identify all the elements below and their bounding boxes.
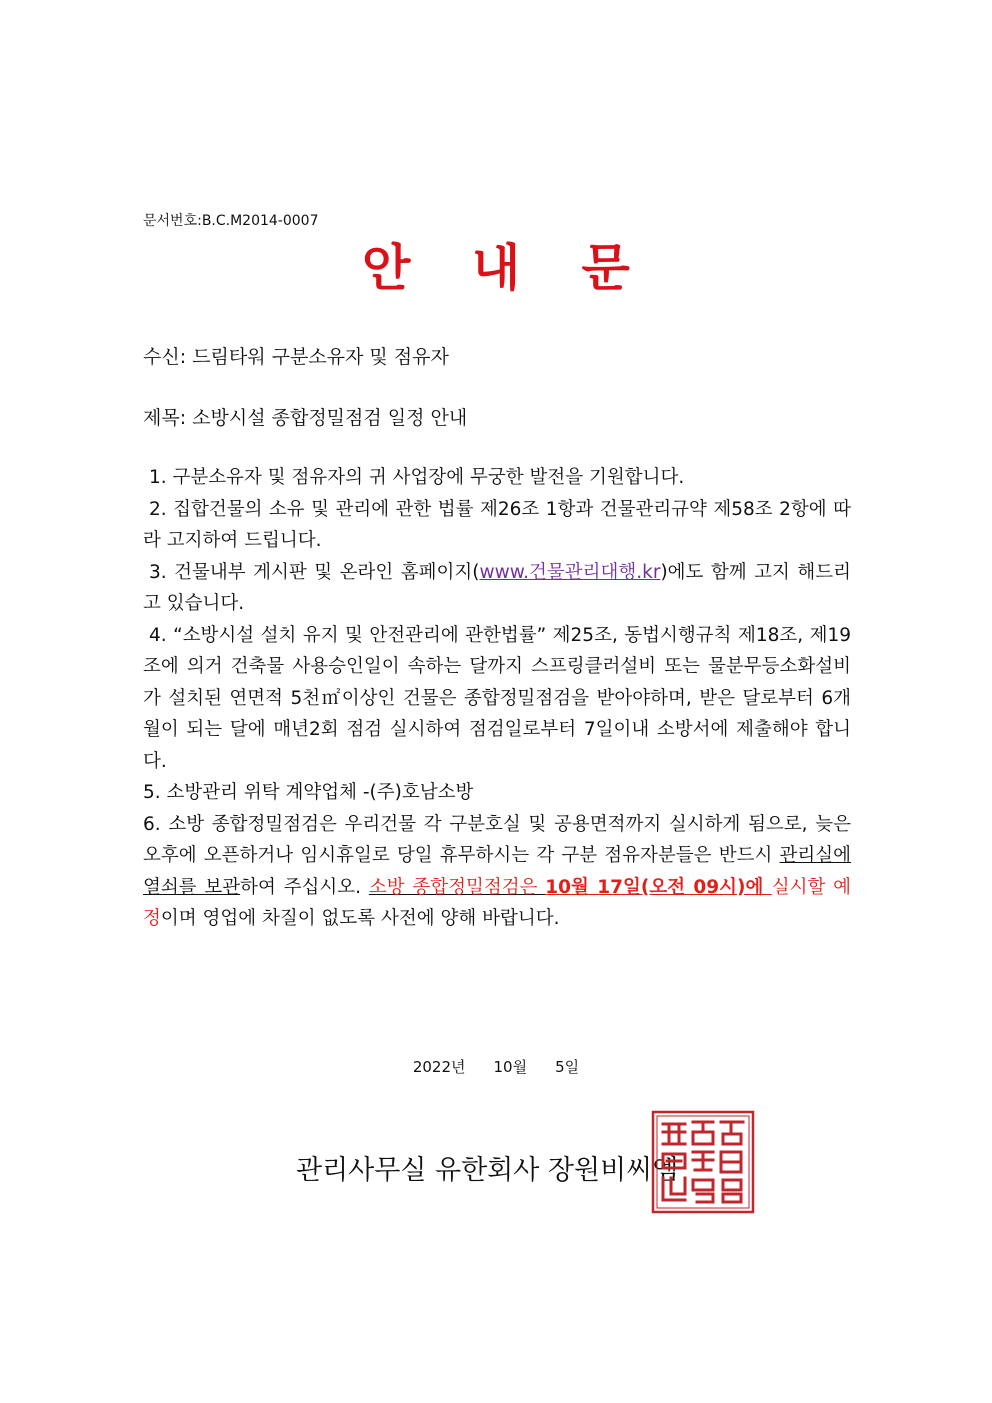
document-number: 문서번호:B.C.M2014-0007 (143, 213, 319, 229)
item-4: 4. “소방시설 설치 유지 및 안전관리에 관한법률” 제25조, 동법시행규칙 제18조, 제19 조에 의거 건축물 사용승인일이 속하는 달까지 스프링클러설비 또는 물분무등소화설비가 설치된 연면적 5천㎡이상인 건물은 종합정밀점검을 받아야하며, 받은 달로부터 6개월이 되는 달에 매년2회 점검 실시하여 점검일로부터 7일이내 소방서에 제출해야 합니다. (143, 624, 851, 772)
item-6-text-c: 이며 영업에 차질이 없도록 사전에 양해 바랍니다. (160, 908, 560, 929)
issue-day: 5일 (555, 1058, 580, 1076)
item-3 (143, 557, 851, 620)
item-3-text-a: 3. 건물내부 게시판 및 온라인 홈페이지( (149, 561, 480, 583)
item-5: 5. 소방관리 위탁 계약업체 -(주)호남소방 (143, 782, 474, 803)
item-6 (143, 809, 851, 935)
notice-body (143, 462, 851, 935)
item-2: 2. 집합건물의 소유 및 관리에 관한 법률 제26조 1항과 건물관리규약 제58조 2항에 따라 고지하여 드립니다. (143, 498, 851, 551)
recipient-line: 수신: 드림타워 구분소유자 및 점유자 (143, 346, 449, 368)
item-3-text-b: )에도 함께 고지 해드리고 있습니다. (143, 561, 852, 614)
issue-date (0, 1056, 992, 1077)
company-seal-stamp (651, 1110, 755, 1214)
inspection-schedule: 실시할 예정 (143, 876, 851, 929)
issuer-name: 관리사무실 유한회사 장원비씨엠 (296, 1155, 679, 1186)
subject-line: 제목: 소방시설 종합정밀점검 일정 안내 (143, 407, 468, 429)
item-6-text-a: 6. 소방 종합정밀점검은 우리건물 각 구분호실 및 공용면적까지 실시하게 됨으로, 늦은 오후에 오픈하거나 임시휴일로 당일 휴무하시는 각 구분 점유자분들은 반드시 (143, 813, 851, 866)
inspection-notice-red: 소방 종합정밀점검은 (368, 876, 546, 898)
document-title: 안 내 문 (362, 239, 652, 297)
item-6-text-b: 하여 주십시오. (240, 876, 369, 898)
issue-year: 2022년 (412, 1058, 466, 1076)
key-storage-notice: 관리실에 열쇠를 보관 (143, 845, 851, 898)
item-1: 1. 구분소유자 및 점유자의 귀 사업장에 무궁한 발전을 기원합니다. (149, 467, 685, 488)
issue-month: 10월 (493, 1058, 528, 1076)
inspection-date: 10월 17일(오전 09시)에 (545, 876, 772, 898)
homepage-link[interactable]: www.건물관리대행.kr (479, 561, 661, 583)
